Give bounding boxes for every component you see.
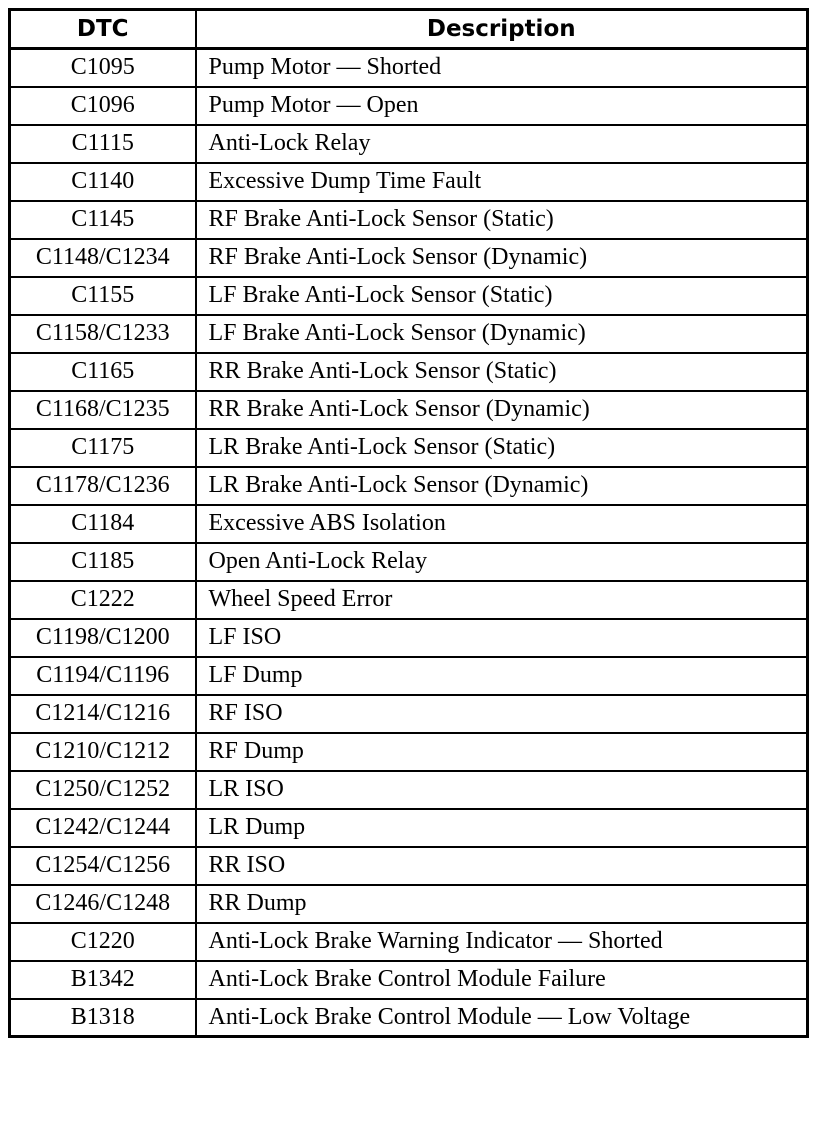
table-row <box>10 923 808 961</box>
dtc-description-cell: Anti-Lock Brake Warning Indicator — Shorted <box>196 923 808 961</box>
dtc-description-cell: Open Anti-Lock Relay <box>196 543 808 581</box>
dtc-code-cell: C1210/C1212 <box>10 733 196 771</box>
table-header <box>10 10 808 49</box>
table-row <box>10 771 808 809</box>
dtc-code-cell: C1096 <box>10 87 196 125</box>
table-row <box>10 353 808 391</box>
dtc-code-cell: C1222 <box>10 581 196 619</box>
dtc-code-cell: C1155 <box>10 277 196 315</box>
table-row <box>10 961 808 999</box>
table-row <box>10 885 808 923</box>
table-row <box>10 315 808 353</box>
table-row <box>10 733 808 771</box>
dtc-code-cell: C1254/C1256 <box>10 847 196 885</box>
table-row <box>10 657 808 695</box>
dtc-code-cell: C1115 <box>10 125 196 163</box>
table-row <box>10 999 808 1037</box>
dtc-code-cell: C1145 <box>10 201 196 239</box>
header-row <box>10 10 808 49</box>
table-row <box>10 505 808 543</box>
dtc-description-cell: Pump Motor — Shorted <box>196 49 808 87</box>
table-row <box>10 239 808 277</box>
dtc-table <box>8 8 809 1038</box>
column-header-dtc: DTC <box>10 10 196 49</box>
dtc-code-cell: C1175 <box>10 429 196 467</box>
dtc-description-cell: LR ISO <box>196 771 808 809</box>
dtc-code-cell: C1184 <box>10 505 196 543</box>
dtc-description-cell: RF Brake Anti-Lock Sensor (Dynamic) <box>196 239 808 277</box>
table-row <box>10 201 808 239</box>
dtc-code-cell: C1194/C1196 <box>10 657 196 695</box>
dtc-code-cell: C1168/C1235 <box>10 391 196 429</box>
table-row <box>10 809 808 847</box>
table-row <box>10 695 808 733</box>
table-row <box>10 543 808 581</box>
dtc-description-cell: RR Brake Anti-Lock Sensor (Static) <box>196 353 808 391</box>
dtc-description-cell: RR ISO <box>196 847 808 885</box>
table-row <box>10 163 808 201</box>
dtc-description-cell: Excessive Dump Time Fault <box>196 163 808 201</box>
table-row <box>10 49 808 87</box>
dtc-code-cell: C1220 <box>10 923 196 961</box>
dtc-code-cell: C1198/C1200 <box>10 619 196 657</box>
table-row <box>10 619 808 657</box>
dtc-code-cell: C1095 <box>10 49 196 87</box>
dtc-description-cell: Anti-Lock Relay <box>196 125 808 163</box>
table-row <box>10 277 808 315</box>
table-row <box>10 429 808 467</box>
table-row <box>10 87 808 125</box>
dtc-description-cell: Anti-Lock Brake Control Module — Low Voltage <box>196 999 808 1037</box>
dtc-description-cell: Anti-Lock Brake Control Module Failure <box>196 961 808 999</box>
dtc-description-cell: RF Dump <box>196 733 808 771</box>
dtc-description-cell: LR Brake Anti-Lock Sensor (Static) <box>196 429 808 467</box>
dtc-description-cell: LR Dump <box>196 809 808 847</box>
dtc-code-cell: B1342 <box>10 961 196 999</box>
table-row <box>10 467 808 505</box>
dtc-code-cell: B1318 <box>10 999 196 1037</box>
dtc-code-cell: C1185 <box>10 543 196 581</box>
dtc-description-cell: Pump Motor — Open <box>196 87 808 125</box>
dtc-description-cell: RF Brake Anti-Lock Sensor (Static) <box>196 201 808 239</box>
column-header-description: Description <box>196 10 808 49</box>
dtc-code-cell: C1148/C1234 <box>10 239 196 277</box>
table-row <box>10 125 808 163</box>
dtc-code-cell: C1158/C1233 <box>10 315 196 353</box>
dtc-description-cell: LF Brake Anti-Lock Sensor (Static) <box>196 277 808 315</box>
dtc-description-cell: Wheel Speed Error <box>196 581 808 619</box>
table-body <box>10 49 808 1037</box>
dtc-description-cell: LR Brake Anti-Lock Sensor (Dynamic) <box>196 467 808 505</box>
dtc-code-cell: C1165 <box>10 353 196 391</box>
dtc-code-cell: C1242/C1244 <box>10 809 196 847</box>
dtc-code-cell: C1178/C1236 <box>10 467 196 505</box>
dtc-description-cell: RR Dump <box>196 885 808 923</box>
dtc-code-cell: C1140 <box>10 163 196 201</box>
dtc-description-cell: LF Brake Anti-Lock Sensor (Dynamic) <box>196 315 808 353</box>
dtc-code-cell: C1214/C1216 <box>10 695 196 733</box>
dtc-code-cell: C1250/C1252 <box>10 771 196 809</box>
dtc-code-cell: C1246/C1248 <box>10 885 196 923</box>
dtc-description-cell: LF Dump <box>196 657 808 695</box>
table-row <box>10 581 808 619</box>
table-row <box>10 391 808 429</box>
dtc-description-cell: RR Brake Anti-Lock Sensor (Dynamic) <box>196 391 808 429</box>
dtc-description-cell: LF ISO <box>196 619 808 657</box>
dtc-description-cell: RF ISO <box>196 695 808 733</box>
table-row <box>10 847 808 885</box>
dtc-description-cell: Excessive ABS Isolation <box>196 505 808 543</box>
